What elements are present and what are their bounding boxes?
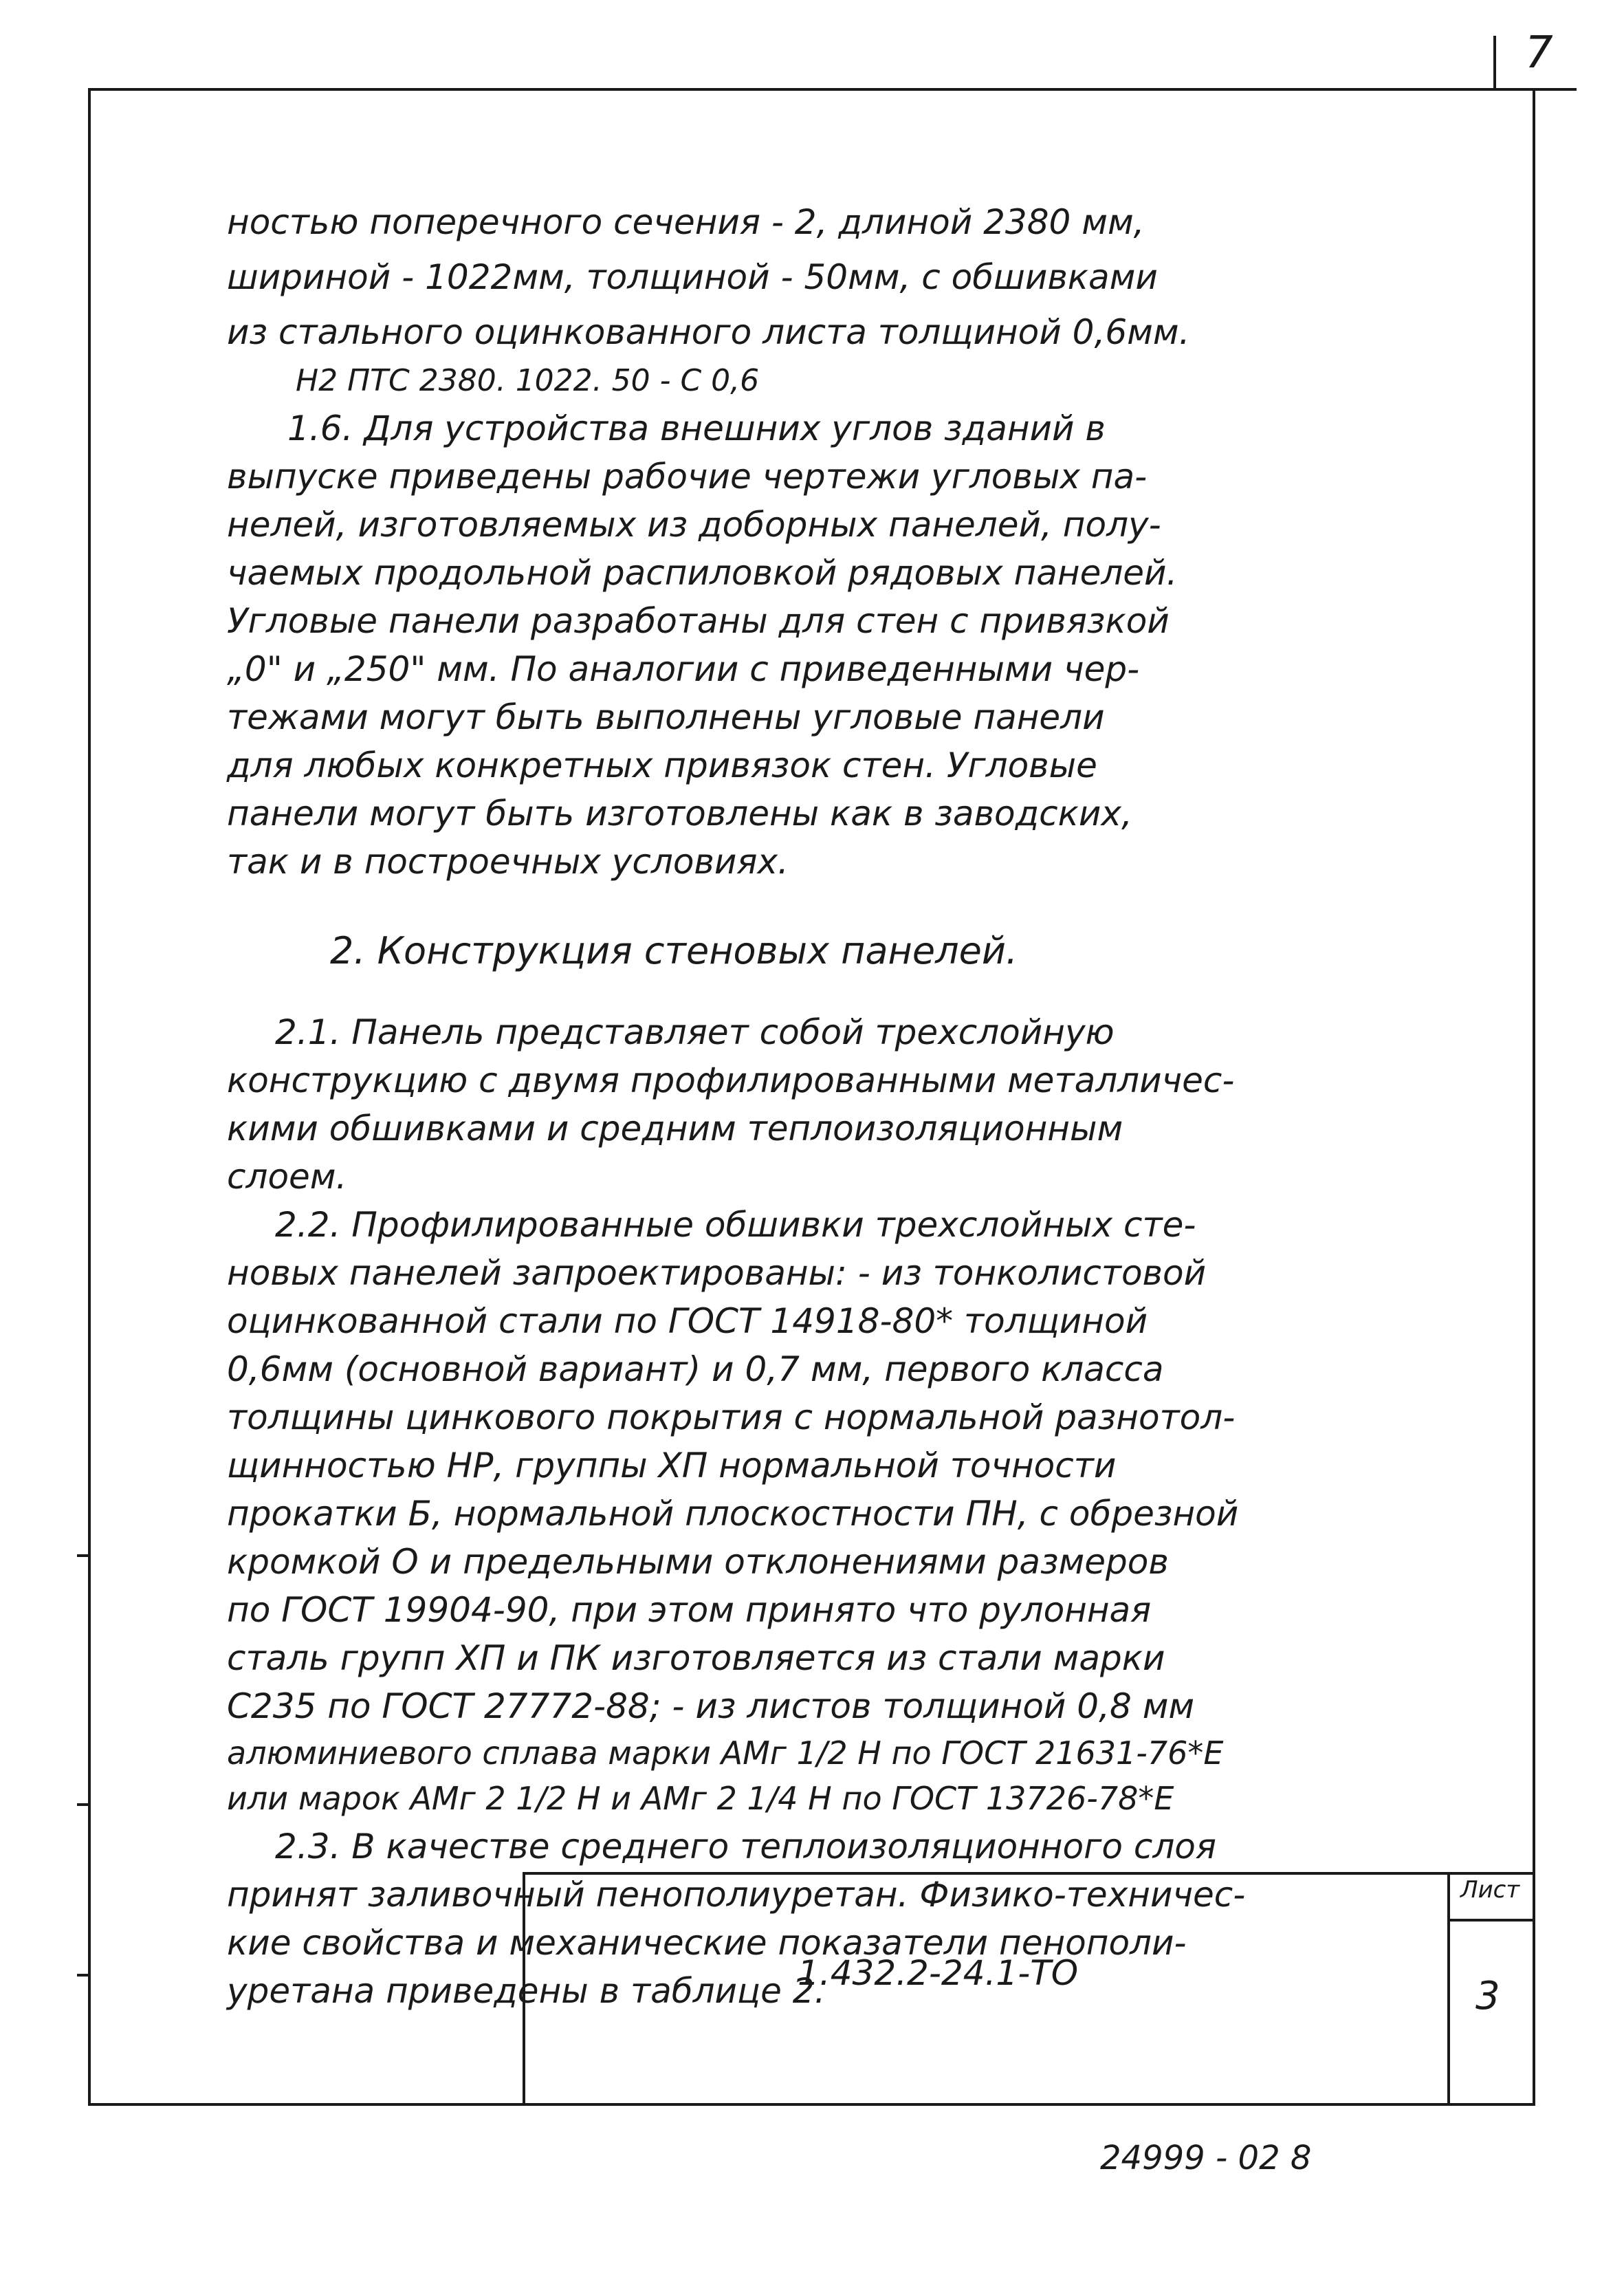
section-heading: 2. Конструкция стеновых панелей. xyxy=(330,929,1018,972)
text-line: 0,6мм (основной вариант) и 0,7 мм, первого класса xyxy=(227,1349,1164,1389)
text-line: Угловые панели разработаны для стен с привязкой xyxy=(227,601,1170,641)
text-line: „0" и „250" мм. По аналогии с приведенными чер- xyxy=(227,649,1140,689)
text-line: или марок АМг 2 1/2 Н и АМг 2 1/4 Н по ГОСТ 13726-78*Е xyxy=(227,1780,1174,1817)
margin-tick xyxy=(77,1803,91,1806)
text-line: принят заливочный пенополиуретан. Физико-техничес- xyxy=(227,1875,1246,1915)
margin-tick xyxy=(77,1974,91,1977)
archive-number: 24999 - 02 8 xyxy=(1100,2139,1312,2177)
text-line: кромкой О и предельными отклонениями размеров xyxy=(227,1542,1169,1582)
text-line: слоем. xyxy=(227,1157,347,1197)
text-line: 1.6. Для устройства внешних углов зданий в xyxy=(287,409,1106,448)
text-line: панели могут быть изготовлены как в заводских, xyxy=(227,794,1132,834)
text-line: кие свойства и механические показатели пенополи- xyxy=(227,1923,1187,1963)
sheet-number: 3 xyxy=(1475,1974,1500,2018)
text-line: так и в построечных условиях. xyxy=(227,842,789,882)
page-corner-number: 7 xyxy=(1525,28,1553,78)
text-line: конструкцию с двумя профилированными металличес- xyxy=(227,1060,1235,1100)
text-line: 2.2. Профилированные обшивки трехслойных сте- xyxy=(275,1205,1196,1245)
text-line: кими обшивками и средним теплоизоляционным xyxy=(227,1109,1123,1149)
text-line: алюминиевого сплава марки АМг 1/2 Н по ГОСТ 21631-76*Е xyxy=(227,1734,1224,1772)
text-line: по ГОСТ 19904-90, при этом принято что рулонная xyxy=(227,1590,1152,1630)
text-line: выпуске приведены рабочие чертежи угловых па- xyxy=(227,457,1148,497)
text-line: 2.3. В качестве среднего теплоизоляционного слоя xyxy=(275,1827,1216,1866)
document-code: 1.432.2-24.1-ТО xyxy=(798,1953,1079,1993)
sheet-label: Лист xyxy=(1460,1876,1520,1904)
text-line: из стального оцинкованного листа толщиной 0,6мм. xyxy=(227,312,1190,352)
text-line: сталь групп ХП и ПК изготовляется из стали марки xyxy=(227,1638,1165,1678)
text-line: С235 по ГОСТ 27772-88; - из листов толщиной 0,8 мм xyxy=(227,1686,1195,1726)
text-line: новых панелей запроектированы: - из тонколистовой xyxy=(227,1253,1207,1293)
text-line: 2.1. Панель представляет собой трехслойную xyxy=(275,1012,1115,1052)
text-line: для любых конкретных привязок стен. Угловые xyxy=(227,745,1097,785)
corner-tick xyxy=(1493,36,1496,91)
text-line: тежами могут быть выполнены угловые панели xyxy=(227,697,1105,737)
text-line: щинностью НР, группы ХП нормальной точности xyxy=(227,1446,1117,1485)
text-line: уретана приведены в таблице 2. xyxy=(227,1971,826,2011)
text-line: чаемых продольной распиловкой рядовых панелей. xyxy=(227,553,1178,593)
margin-tick xyxy=(77,1554,91,1557)
text-line: шириной - 1022мм, толщиной - 50мм, с обшивками xyxy=(227,257,1158,297)
text-line: Н2 ПТС 2380. 1022. 50 - С 0,6 xyxy=(296,363,760,398)
text-line: нелей, изготовляемых из доборных панелей, полу- xyxy=(227,505,1161,545)
text-line: толщины цинкового покрытия с нормальной разнотол- xyxy=(227,1397,1236,1437)
frame-top-extension xyxy=(1535,88,1577,91)
sheet-cell-divider xyxy=(1447,1919,1535,1922)
text-line: оцинкованной стали по ГОСТ 14918-80* толщиной xyxy=(227,1301,1148,1341)
text-line: ностью поперечного сечения - 2, длиной 2380 мм, xyxy=(227,202,1145,242)
text-line: прокатки Б, нормальной плоскостности ПН, с обрезной xyxy=(227,1494,1239,1534)
